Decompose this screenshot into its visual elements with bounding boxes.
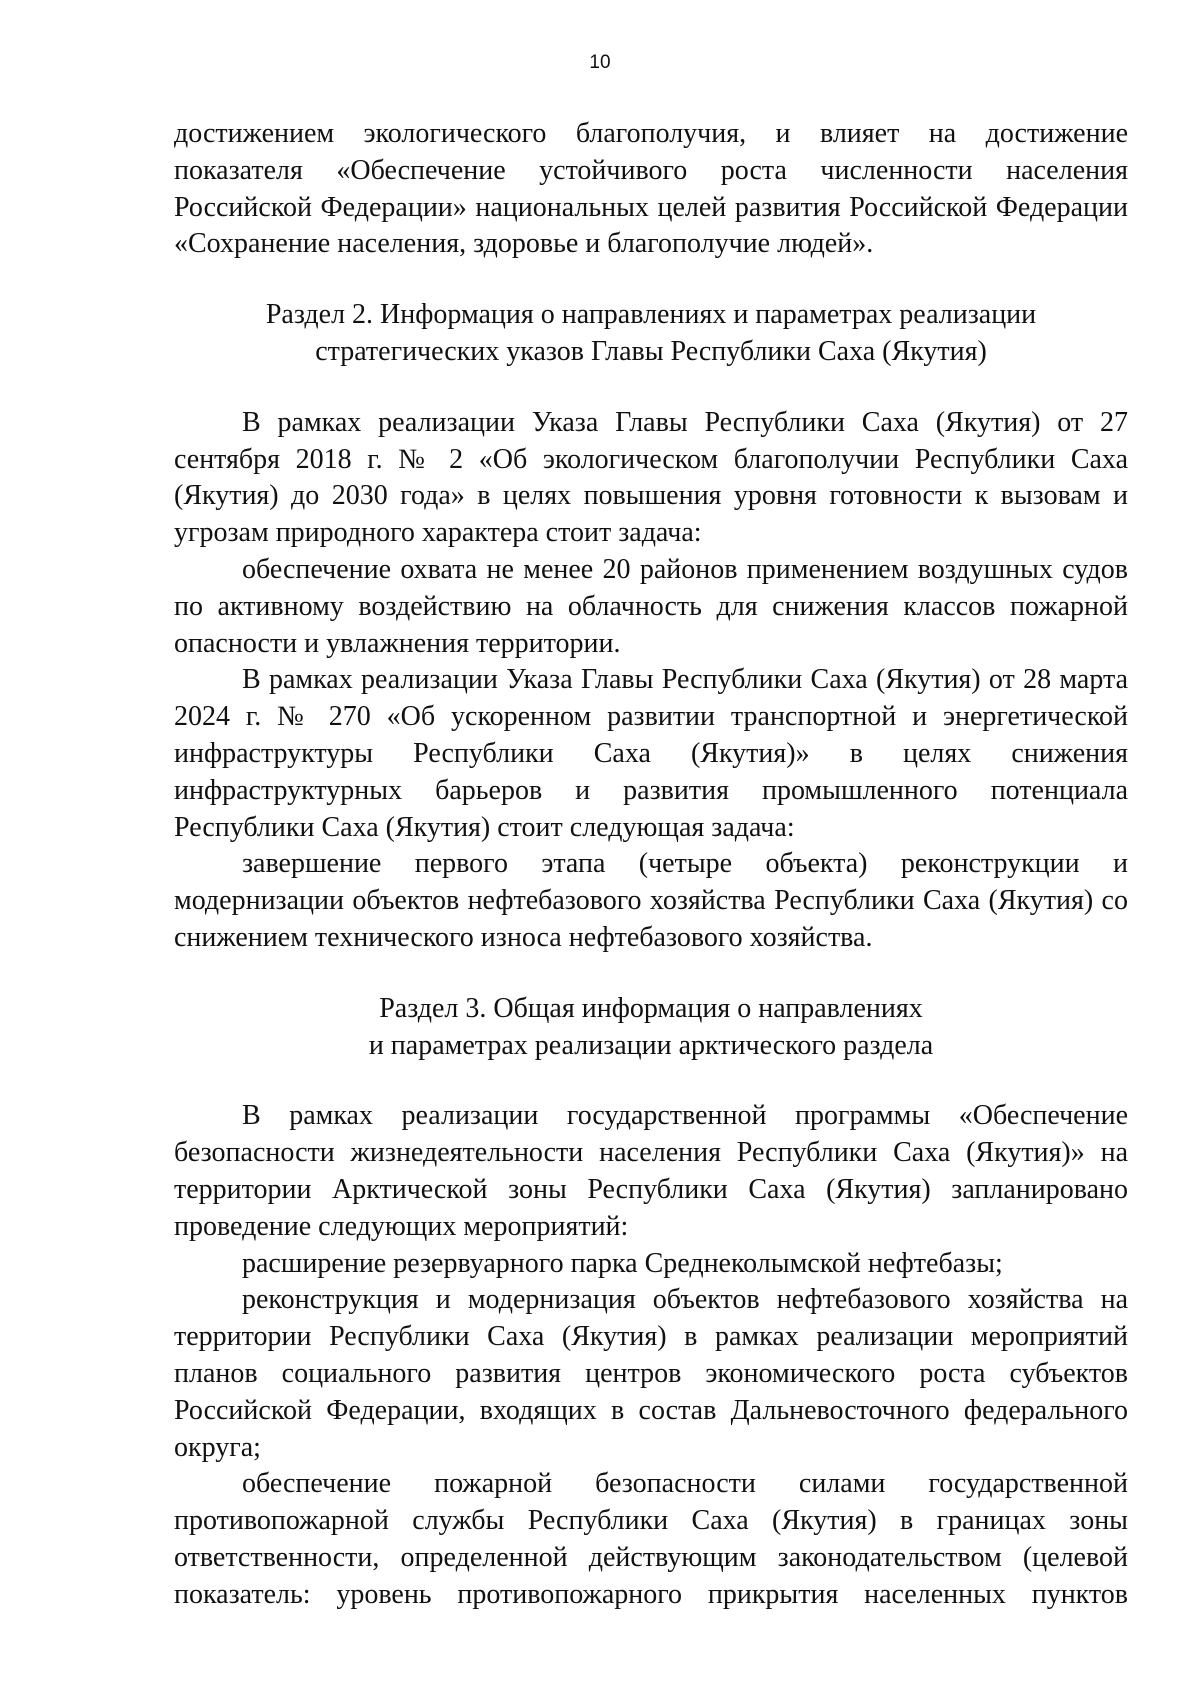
section-3-paragraph: В рамках реализации государственной программы «Обеспечение безопасности жизнедеятельности населения Республики Саха (Якутия)» на территории Арктической зоны Республики Саха (Якутия) запланировано проведение следующих мероприятий:: [174, 1100, 1128, 1242]
section-3-paragraph: реконструкция и модернизация объектов нефтебазового хозяйства на территории Республики Саха (Якутия) в рамках реализации мероприятий планов социального развития центров экономического роста субъектов Российской Федерации, входящих в состав Дальневосточного федерального округа;: [174, 1284, 1128, 1463]
section-3-paragraph: обеспечение пожарной безопасности силами государственной противопожарной службы Республики Саха (Якутия) в границах зоны ответственности, определенной действующим законодательством (целевой показатель: уровень противопожарного прикрытия населенных пунктов: [174, 1468, 1128, 1610]
section-2-heading: [174, 297, 1128, 371]
section-2-paragraph: В рамках реализации Указа Главы Республики Саха (Якутия) от 27 сентября 2018 г. № 2 «Об экологическом благополучии Республики Саха (Якутия) до 2030 года» в целях повышения уровня готовности к вызовам и угрозам природного характера стоит задача:: [174, 406, 1128, 549]
paragraph-continuation: достижением экологического благополучия, и влияет на достижение показателя «Обеспечение устойчивого роста численности населения Российской Федерации» национальных целей развития Российской Федерации «Сохранение населения, здоровье и благополучие людей».: [174, 118, 1128, 260]
section-2-paragraph: завершение первого этапа (четыре объекта) реконструкции и модернизации объектов нефтебазового хозяйства Республики Саха (Якутия) со снижением технического износа нефтебазового хозяйства.: [174, 848, 1128, 953]
section-3-heading-line-1: Раздел 3. Общая информация о направлениях: [379, 992, 923, 1024]
section-3-heading-line-2: и параметрах реализации арктического раздела: [368, 1029, 934, 1061]
section-2-paragraph: обеспечение охвата не менее 20 районов применением воздушных судов по активному воздействию на облачность для снижения классов пожарной опасности и увлажнения территории.: [174, 553, 1128, 659]
section-2-heading-line-2: стратегических указов Главы Республики Саха (Якутия): [315, 335, 987, 367]
page-number: 10: [589, 52, 611, 73]
document-body: [174, 116, 1128, 1613]
section-2-paragraph: В рамках реализации Указа Главы Республики Саха (Якутия) от 28 марта 2024 г. № 270 «Об ускоренном развитии транспортной и энергетической инфраструктуры Республики Саха (Якутия)» в целях снижения инфраструктурных барьеров и развития промышленного потенциала Республики Саха (Якутия) стоит следующая задача:: [174, 664, 1128, 843]
section-2-heading-line-1: Раздел 2. Информация о направлениях и параметрах реализации: [265, 299, 1037, 331]
section-3-heading: [174, 991, 1128, 1065]
section-3-paragraph: расширение резервуарного парка Среднеколымской нефтебазы;: [242, 1247, 1003, 1279]
